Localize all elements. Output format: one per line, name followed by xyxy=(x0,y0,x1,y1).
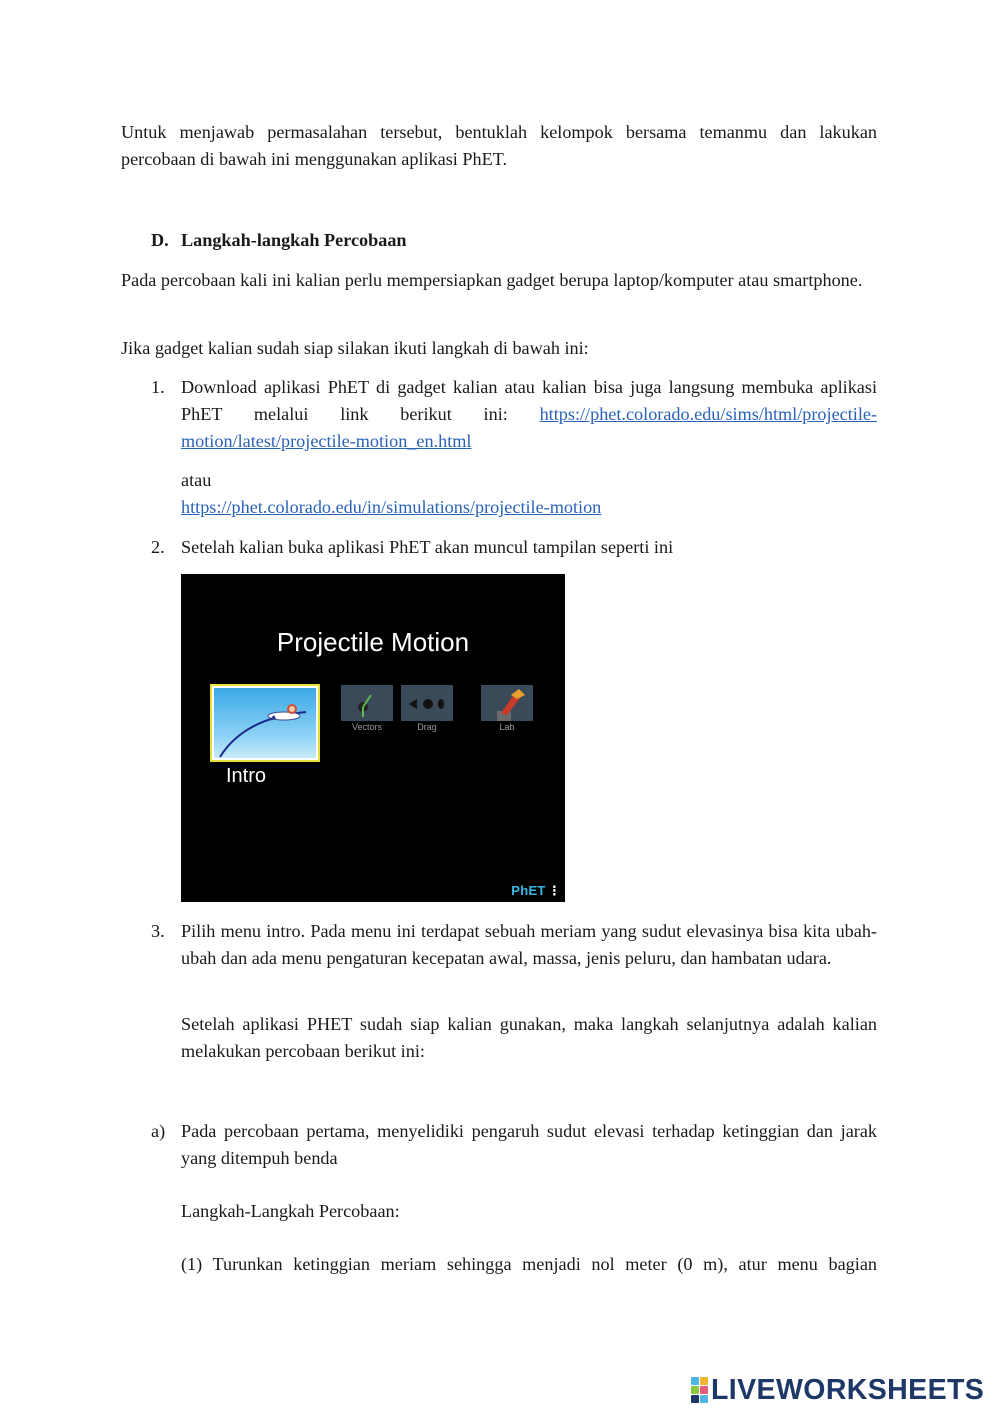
step-3-text: Pilih menu intro. Pada menu ini terdapat sebuah meriam yang sudut elevasinya bisa kita ubah-ubah dan ada menu pengaturan kecepatan awal, massa, jenis peluru, dan hambatan udara. xyxy=(181,921,877,968)
vectors-icon xyxy=(341,685,393,721)
step-number: 2. xyxy=(151,537,165,557)
section-heading xyxy=(151,227,407,254)
liveworksheets-text: LIVEWORKSHEETS xyxy=(711,1374,985,1406)
section-label: D. xyxy=(151,230,169,250)
step-1-or: atau xyxy=(181,470,212,490)
experiment-steps-heading: Langkah-Langkah Percobaan: xyxy=(181,1201,400,1221)
drag-label: Drag xyxy=(417,722,437,732)
drag-icon xyxy=(401,685,453,721)
experiment-a-text: Pada percobaan pertama, menyelidiki pengaruh sudut elevasi terhadap ketinggian dan jarak yang ditempuh benda xyxy=(181,1121,877,1168)
phet-link-2[interactable]: https://phet.colorado.edu/in/simulations/projectile-motion xyxy=(181,497,602,517)
step-2-text: Setelah kalian buka aplikasi PhET akan muncul tampilan seperti ini xyxy=(181,537,674,557)
step-number: 1. xyxy=(151,377,165,397)
lab-label: Lab xyxy=(499,722,515,732)
experiment-step-1: (1) Turunkan ketinggian meriam sehingga menjadi nol meter (0 m), atur menu bagian xyxy=(181,1254,877,1274)
lab-screen-button[interactable] xyxy=(481,685,533,721)
prep-paragraph: Pada percobaan kali ini kalian perlu mempersiapkan gadget berupa laptop/komputer atau smartphone. xyxy=(121,270,863,290)
vectors-screen-button[interactable] xyxy=(341,685,393,721)
phet-logo[interactable] xyxy=(511,883,561,899)
intro-label: Intro xyxy=(226,765,267,787)
cannon-icon xyxy=(481,685,533,721)
phet-screenshot xyxy=(181,574,565,902)
steps-intro: Jika gadget kalian sudah siap silakan ikuti langkah di bawah ini: xyxy=(121,338,589,358)
drag-screen-button[interactable] xyxy=(401,685,453,721)
experiment-label: a) xyxy=(151,1121,166,1141)
step-1-text: Download aplikasi PhET di gadget kalian atau kalian bisa juga langsung membuka aplikasi PhET melalui link berikut ini: xyxy=(181,377,877,424)
phet-title: Projectile Motion xyxy=(276,627,470,657)
section-title: Langkah-langkah Percobaan xyxy=(181,230,407,250)
menu-dots-icon[interactable]: ⋮ xyxy=(547,883,561,898)
human-cannonball-icon xyxy=(214,688,316,758)
intro-paragraph: Untuk menjawab permasalahan tersebut, bentuklah kelompok bersama temanmu dan lakukan percobaan di bawah ini menggunakan aplikasi PhET. xyxy=(121,122,877,169)
step-3-follow: Setelah aplikasi PHET sudah siap kalian gunakan, maka langkah selanjutnya adalah kalian melakukan percobaan berikut ini: xyxy=(181,1014,877,1061)
phet-link-1[interactable]: https://phet.colorado.edu/sims/html/projectile-motion/latest/projectile-motion_en.html xyxy=(181,404,877,451)
liveworksheets-mark-icon xyxy=(691,1377,708,1403)
liveworksheets-logo xyxy=(691,1375,984,1405)
intro-screen-button[interactable] xyxy=(210,684,320,762)
phet-logo-text: PhET xyxy=(511,883,546,898)
step-number: 3. xyxy=(151,921,165,941)
step-text xyxy=(181,374,877,455)
vectors-label: Vectors xyxy=(351,722,382,732)
